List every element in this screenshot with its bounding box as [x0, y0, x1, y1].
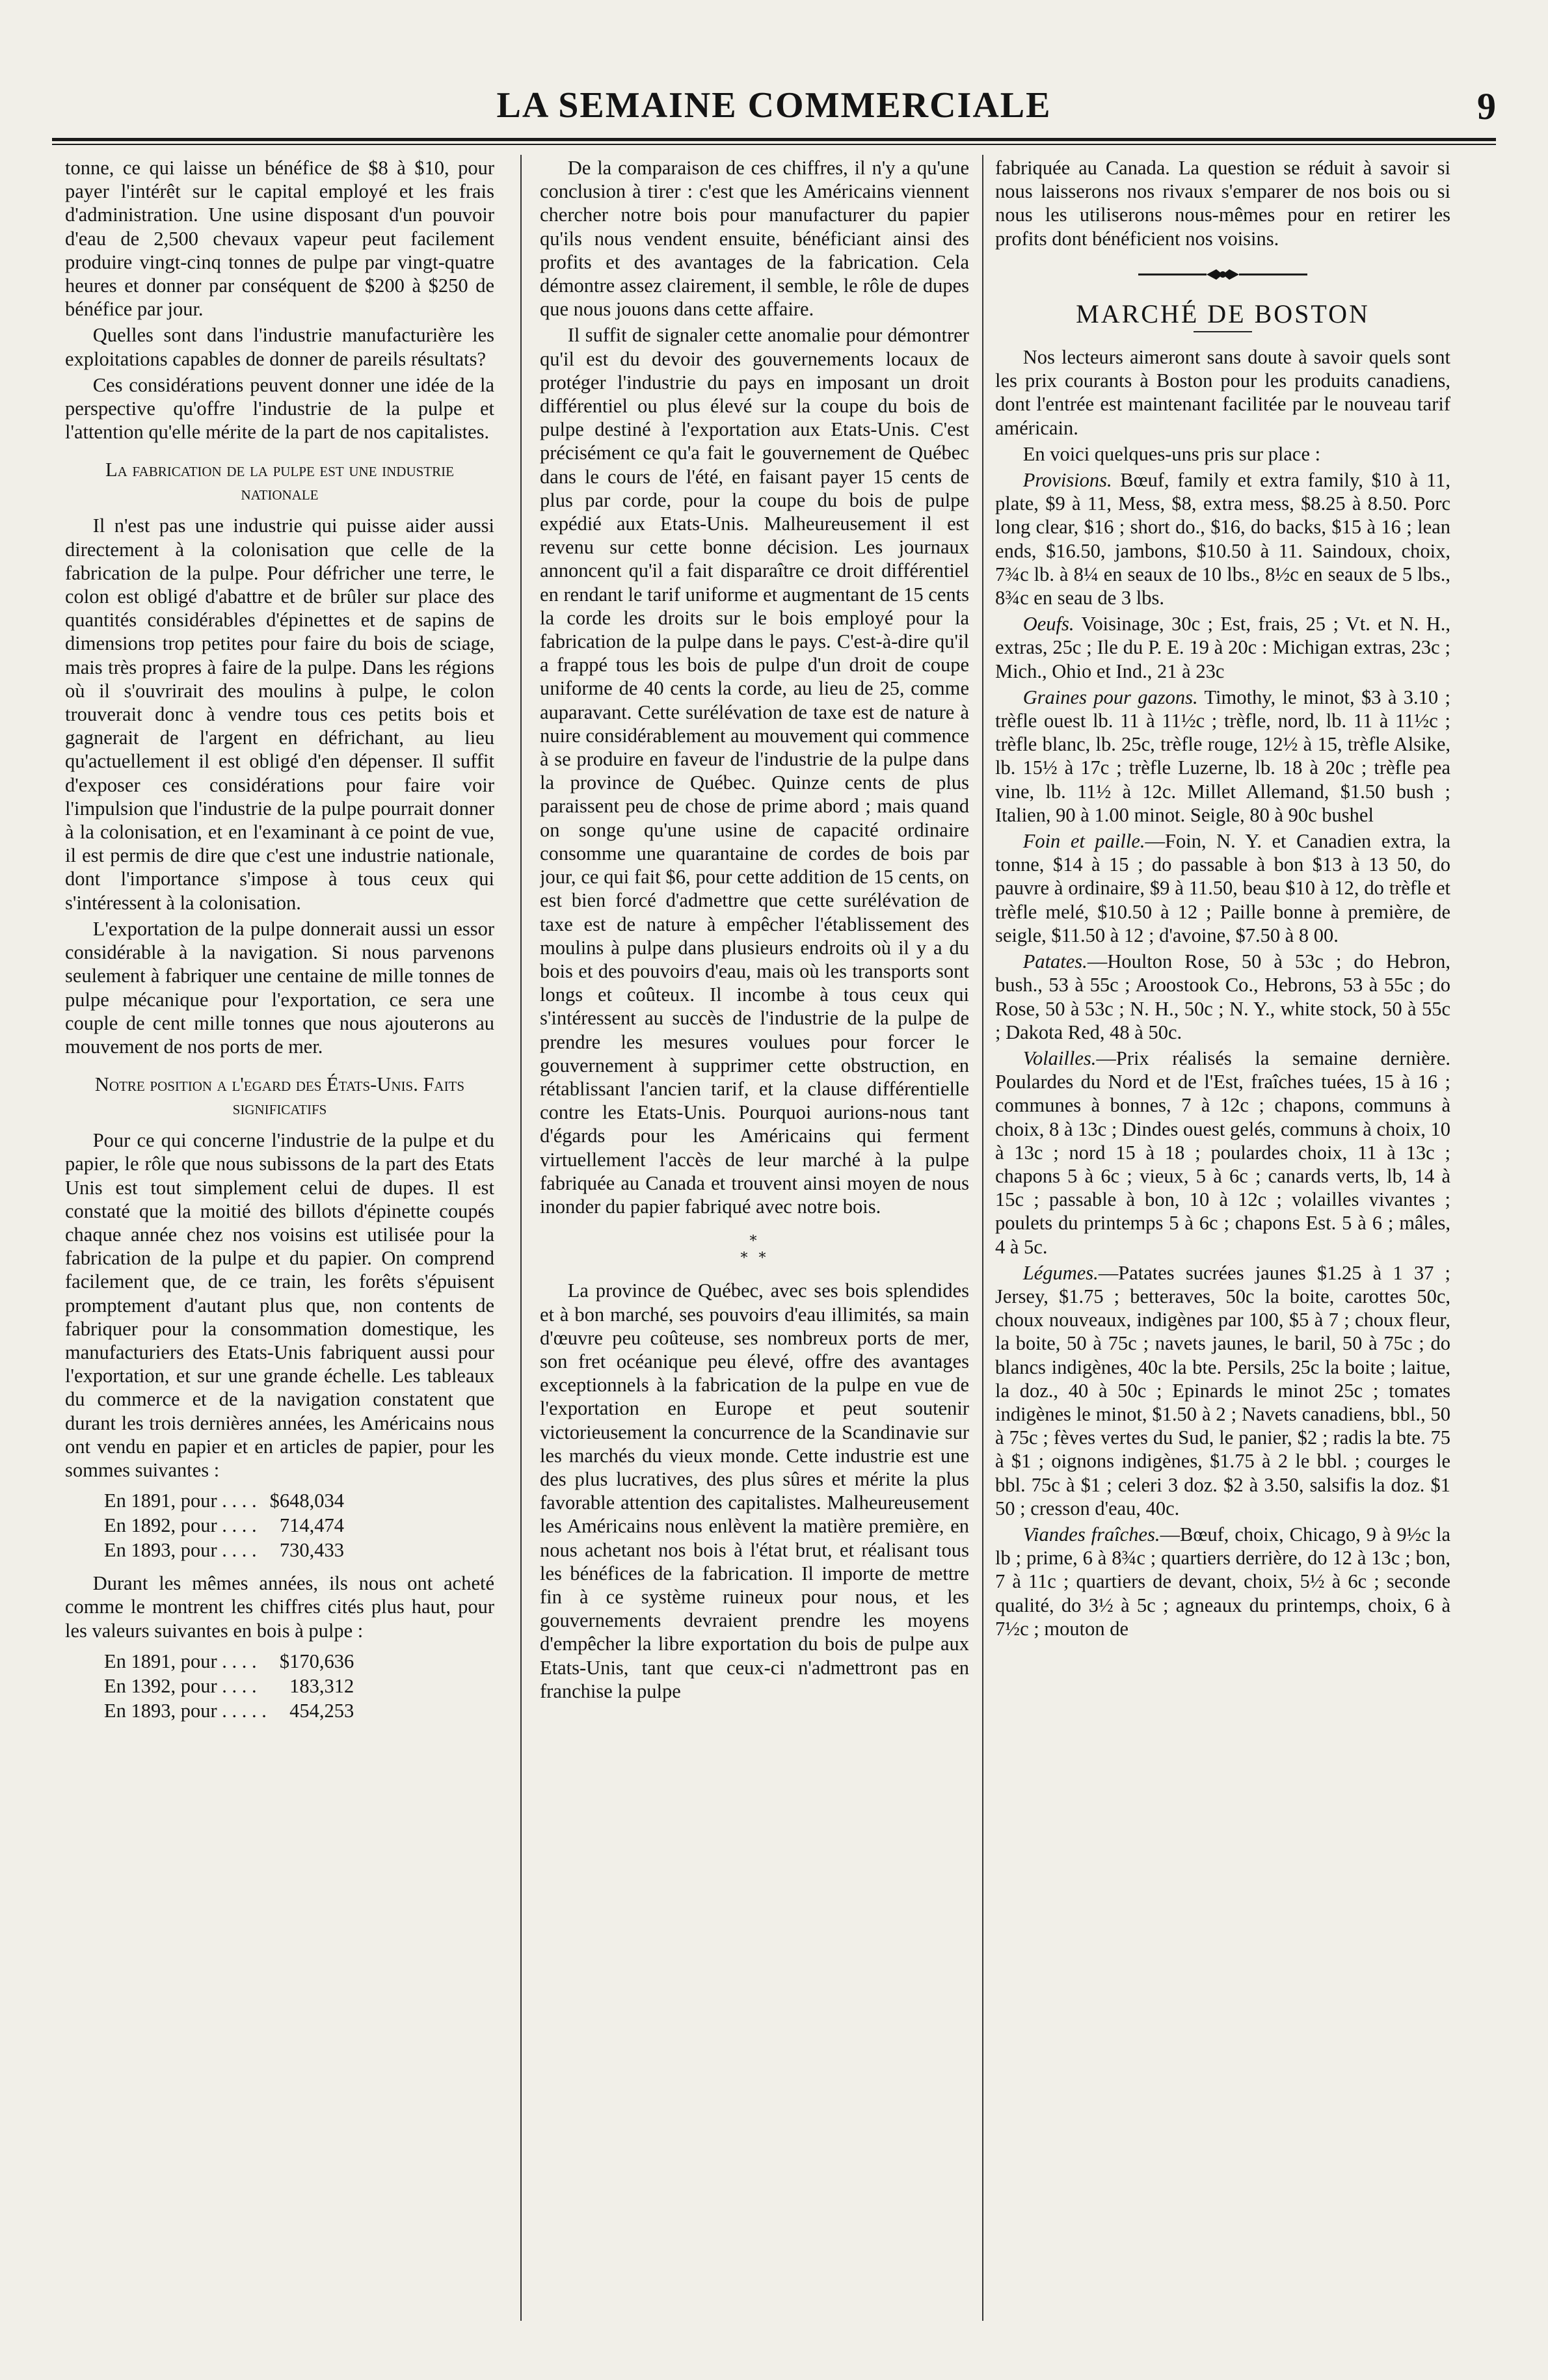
category-label: Foin et paille.: [1022, 830, 1145, 853]
category-label: Graines pour gazons.: [1022, 686, 1198, 708]
price-text: Voisinage, 30c ; Est, frais, 25 ; Vt. et N. H., extras, 25c ; Ile du P. E. 19 à 20c : Michigan extras, 23c ; Mich., Ohio et Ind., 21 à 23c: [995, 613, 1450, 682]
table-row: [104, 1538, 348, 1562]
svg-text:*: *: [740, 1250, 751, 1267]
table-cell-label: En 1392, pour . . . .: [104, 1674, 257, 1697]
price-entry-fresh-meats: [995, 1523, 1450, 1640]
table-cell-value: $648,034: [269, 1490, 345, 1512]
category-label: Viandes fraîches.: [1022, 1523, 1160, 1545]
table-cell-value: 454,253: [289, 1699, 354, 1722]
price-entry-hay-straw: [995, 829, 1450, 947]
svg-text:*: *: [758, 1250, 769, 1267]
column-1: [65, 156, 494, 2335]
column-divider: [520, 155, 522, 2321]
ornament-icon: [1125, 265, 1320, 284]
asterism-icon: [735, 1234, 774, 1266]
table-row: [104, 1513, 348, 1538]
table-cell-label: En 1891, pour . . . .: [104, 1490, 257, 1512]
price-text: —Houlton Rose, 50 à 53c ; do Hebron, bush., 53 à 55c ; Aroostook Co., Hebrons, 53 à 55c ; do Rose, 50 à 53c ; N. H., 50c ; N. Y., white stock, 50 à 55c ; Dakota Red, 48 à 50c.: [995, 950, 1450, 1043]
section-title: MARCHÉ DE BOSTON: [1076, 299, 1370, 328]
category-label: Patates.: [1022, 950, 1088, 973]
paragraph: L'exportation de la pulpe donnerait aussi un essor considérable à la navigation. Si nous parvenons seulement à fabriquer une centaine de mille tonnes de pulpe mécanique pour l'exportation, ce sera une couple de cent mille tonnes que nous ajouterons au mouvement de nos ports de mer.: [65, 917, 494, 1058]
paper-imports-table: [104, 1488, 348, 1562]
ornament-divider: [995, 265, 1450, 291]
page-number: 9: [1477, 85, 1496, 127]
price-entry-poultry: [995, 1047, 1450, 1259]
category-label: Oeufs.: [1022, 613, 1074, 635]
paragraph: De la comparaison de ces chiffres, il n'y a qu'une conclusion à tirer : c'est que les Américains viennent chercher notre bois pour manufacturer du papier qu'ils nous vendent ensuite, bénéficiant ainsi des profits et des avantages de la fabrication. Cela démontre assez clairement, il semble, le rôle de dupes que nous jouons dans cette affaire.: [540, 157, 969, 321]
price-text: —Foin, N. Y. et Canadien extra, la tonne, $14 à 15 ; do passable à bon $13 à 13 50, do pauvre à ordinaire, $9 à 11.50, beau $10 à 12, do trèfle et trèfle melé, $10.50 à 12 ; Paille bonne à première, de seigle, $11.50 à 12 ; d'avoine, $7.50 à 8 00.: [995, 830, 1450, 946]
table-cell-value: 730,433: [279, 1539, 345, 1562]
price-text: —Patates sucrées jaunes $1.25 à 1 37 ; Jersey, $1.75 ; betteraves, 50c la boite, carottes 50c, choux nouveaux, indigènes par 100, $5 à 7 ; choux fleur, la boite, 50 à 75c ; navets jaunes, le baril, 50 à 75c ; do blancs indigènes, 40c la bte. Persils, 25c la boite ; laitue, la doz., 40 à 50c ; Epinards le minot 25c ; tomates indigènes le minot, $1.50 à 2 ; Navets canadiens, bbl., 50 à 75c ; fèves vertes du Sud, le panier, $2 ; radis la bte. 75 à $1 ; oignons indigènes, $1.75 à 2 le bbl. ; courges le bbl. 75c à $1 ; celeri 3 doz. $2 à 3.50, salsifis la doz. $1 50 ; cresson d'eau, 40c.: [995, 1261, 1450, 1519]
table-cell-label: En 1891, pour . . . .: [104, 1650, 257, 1672]
table-cell-label: En 1892, pour . . . .: [104, 1514, 257, 1537]
price-text: Timothy, le minot, $3 à 3.10 ; trèfle ouest lb. 11 à 11½c ; trèfle, nord, lb. 11 à 11½c ; trèfle blanc, lb. 25c, trèfle rouge, 12½ à 15, trèfle Alsike, lb. 15½ à 17c ; trèfle Luzerne, lb. 18 à 20c ; trèfle pea vine, lb. 11½ à 12c. Millet Allemand, $1.50 bush ; Italien, 90 à 1.00 minot. Seigle, 80 à 90c bushel: [995, 686, 1450, 826]
page-header: [52, 78, 1496, 143]
paragraph: fabriquée au Canada. La question se réduit à savoir si nous laisserons nos rivaux s'emparer de nos bois ou si nous les utiliserons nous-mêmes pour en retirer les profits dont bénéficient nos voisins.: [995, 157, 1450, 250]
price-text: —Prix réalisés la semaine dernière. Poulardes du Nord et de l'Est, fraîches tuées, 15 à 16 ; communes à bonnes, 7 à 12c ; chapons, communs à choix, 8 à 13c ; Dindes ouest gelés, communs à choix, 10 à 13c ; nord 15 à 18 ; poulardes choix, 11 à 13c ; chapons 5 à 6c ; vieux, 5 à 6c ; canards verts, lb, 14 à 15c ; passable à bon, 10 à 12c ; volailles vivantes ; poulets du printemps 5 à 6c ; chapons Est. 5 à 6 ; mâles, 4 à 5c.: [995, 1047, 1450, 1258]
paragraph: Quelles sont dans l'industrie manufacturière les exploitations capables de donner de pareils résultats?: [65, 324, 494, 370]
category-label: Légumes.: [1022, 1261, 1099, 1284]
price-entry-potatoes: [995, 950, 1450, 1044]
category-label: Provisions.: [1022, 469, 1112, 492]
table-cell-value: 714,474: [279, 1514, 345, 1537]
table-cell-value: $170,636: [279, 1650, 354, 1672]
column-2: [540, 156, 969, 2335]
table-cell-label: En 1893, pour . . . . .: [104, 1699, 267, 1722]
table-cell-label: En 1893, pour . . . .: [104, 1539, 257, 1562]
paragraph: tonne, ce qui laisse un bénéfice de $8 à $10, pour payer l'intérêt sur le capital employé et les frais d'administration. Une usine disposant d'un pouvoir d'eau de 2,500 chevaux vapeur peut facilement produire vingt-cinq tonnes de pulpe par vingt-quatre heures et donner par conséquent de $200 à $250 de bénéfice par jour.: [65, 157, 494, 321]
paragraph: En voici quelques-uns pris sur place :: [1022, 442, 1321, 465]
price-entry-grass-seeds: [995, 686, 1450, 827]
table-row: [104, 1698, 358, 1723]
section-heading: Notre position a l'egard des États-Unis. Faits significatifs: [94, 1073, 465, 1119]
paragraph: Il suffit de signaler cette anomalie pour démontrer qu'il est du devoir des gouvernements locaux de protéger l'industrie du pays en imposant un droit différentiel ou plus élevé sur la coupe du bois de pulpe destiné à l'exportation aux Etats-Unis. C'est précisément ce qu'a fait le gouvernement de Québec dans le cours de l'été, en faisant payer 15 cents de plus par corde, pour la coupe du bois de pulpe expédié aux Etats-Unis. Malheureusement il est revenu sur cette bonne décision. Les journaux annoncent qu'il a fait disparaître ce droit différentiel en rendant le tarif uniforme et augmentant de 15 cents la corde les droits sur le bois employé pour la fabrication de la pulpe dans le pays. C'est-à-dire qu'il a frappé tous les bois de pulpe d'un droit de coupe uniforme de 40 cents la corde, au lieu de 25, comme auparavant. Cette surélévation de taxe est de nature à nuire considérablement au mouvement qui commence à se produire en faveur de l'industrie de la pulpe dans la province de Québec. Quinze cents de plus paraissent peu de chose de prime abord ; mais quand on songe qu'une usine de capacité ordinaire consomme une quarantaine de cordes de bois par jour, ce qui fait $6, pour cette addition de 15 cents, on est bien forcé d'admettre que cette surélévation de taxe est de nature à empêcher l'établissement des moulins à pulpe dans plusieurs endroits où il y a du bois et des pouvoirs d'eau, mais où les transports sont longs et coûteux. Il incombe à tous ceux qui s'intéressent au succès de l'industrie de la pulpe de prendre les mesures voulues pour forcer le gouvernement à supprimer cette obstruction, en rétablissant l'ancien tarif, et la clause différentielle contre les Etats-Unis. Pourquoi aurions-nous tant d'égards pour les Américains qui ferment virtuellement l'accès de leur marché à la pulpe fabriquée au Canada et trouvent ainsi moyen de nous inonder du papier fabriqué avec notre bois.: [540, 324, 969, 1218]
price-text: —Bœuf, choix, Chicago, 9 à 9½c la lb ; prime, 6 à 8¾c ; quartiers derrière, do 12 à 13c ; bon, 7 à 11c ; quartiers de devant, choix, 5½ à 6c ; seconde qualité, do 3½ à 5c ; agneaux du printemps, choix, 6 à 7½c ; mouton de: [995, 1523, 1450, 1640]
paragraph: Nos lecteurs aimeront sans doute à savoir quels sont les prix courants à Boston pour les produits canadiens, dont l'entrée est maintenant facilitée par le nouveau tarif américain.: [995, 346, 1450, 439]
price-entry-eggs: [995, 612, 1450, 683]
table-row: [104, 1674, 358, 1698]
category-label: Volailles.: [1022, 1047, 1097, 1069]
svg-text:*: *: [749, 1234, 760, 1250]
paragraph: Pour ce qui concerne l'industrie de la pulpe et du papier, le rôle que nous subissons de la part des Etats Unis est tout simplement celui de dupes. Il est constaté que la moitié des billots d'épinette coupés chaque année chez nos voisins est utilisée pour la fabrication de la pulpe et du papier. On comprend facilement que, de ce train, les forêts s'épuisent promptement d'autant plus que, non contents de fabriquer pour la consommation domestique, les manufacturiers des Etats-Unis fabriquent aussi pour l'exportation, et sur une grande échelle. Les tableaux du commerce et de la navigation constatent que durant les trois dernières années, les Américains nous ont vendu en papier et en articles de papier, pour les sommes suivantes :: [65, 1129, 494, 1481]
pulpwood-exports-table: [104, 1649, 358, 1723]
title-rule: [1194, 331, 1252, 332]
price-entry-provisions: [995, 468, 1450, 609]
price-entry-vegetables: [995, 1261, 1450, 1520]
masthead-title: LA SEMAINE COMMERCIALE: [496, 85, 1052, 126]
table-cell-value: 183,312: [289, 1674, 354, 1697]
paragraph: Ces considérations peuvent donner une idée de la perspective qu'offre l'industrie de la pulpe et l'attention qu'elle mérite de la part de nos capitalistes.: [65, 373, 494, 444]
table-row: [104, 1649, 358, 1674]
price-text: Bœuf, family et extra family, $10 à 11, plate, $9 à 11, Mess, $8, extra mess, $8.25 à 8.50. Porc long clear, $16 ; short do., $16, do backs, $15 à 16 ; lean ends, $16.50, jambons, $10.50 à 11. Saindoux, choix, 7¾c lb. à 8¼ en seaux de 10 lbs., 8½c en seaux de 5 lbs., 8¾c en seau de 3 lbs.: [995, 469, 1450, 609]
header-rule: [52, 138, 1496, 145]
paragraph: Durant les mêmes années, ils nous ont acheté comme le montrent les chiffres cités plus haut, pour les valeurs suivantes en bois à pulpe :: [65, 1572, 494, 1642]
asterism-separator: [540, 1234, 969, 1270]
column-divider: [982, 155, 983, 2321]
paragraph: La province de Québec, avec ses bois splendides et à bon marché, ses pouvoirs d'eau illimités, sa main d'œuvre peu coûteuse, ses nombreux ports de mer, son fret océanique peu élevé, offre des avantages exceptionnels à la fabrication de la pulpe en vue de l'exportation en Europe et peut soutenir victorieusement la concurrence de la Scandinavie sur les marchés du vieux monde. Cette industrie est une des plus lucratives, des plus sûres et mérite la plus favorable attention des capitalistes. Malheureusement les Américains nous enlèvent la matière première, en nous achetant nos bois à l'état brut, et réalisant tous les bénéfices de la fabrication. Il importe de mettre fin à ce système ruineux pour nous, et les gouvernements devraient prendre les moyens d'empêcher la libre exportation du bois de pulpe aux Etats-Unis, tant que ceux-ci n'admettront pas en franchise la pulpe: [540, 1279, 969, 1702]
column-3: [995, 156, 1450, 2335]
section-heading: La fabrication de la pulpe est une industrie nationale: [105, 459, 454, 505]
paragraph: Il n'est pas une industrie qui puisse aider aussi directement à la colonisation que celle de la fabrication de la pulpe. Pour défricher une terre, le colon est obligé d'abattre et de brûler sur place des quantités considérables d'épinettes et de sapins de dimensions trop petites pour faire du bois de sciage, mais très propres à faire de la pulpe. Dans les régions où il s'ouvrirait des moulins à pulpe, le colon trouverait donc à vendre tous ces petits bois et gagnerait de l'argent en défrichant, au lieu qu'actuellement il est obligé d'en dépenser. Il suffit d'exposer ces considérations pour faire voir l'impulsion que l'industrie de la pulpe pourrait donner à la colonisation, et en l'examinant à ce point de vue, il est permis de dire que c'est une industrie nationale, dont l'importance s'impose à tous ceux qui s'intéressent à la colonisation.: [65, 515, 494, 914]
table-row: [104, 1488, 348, 1513]
